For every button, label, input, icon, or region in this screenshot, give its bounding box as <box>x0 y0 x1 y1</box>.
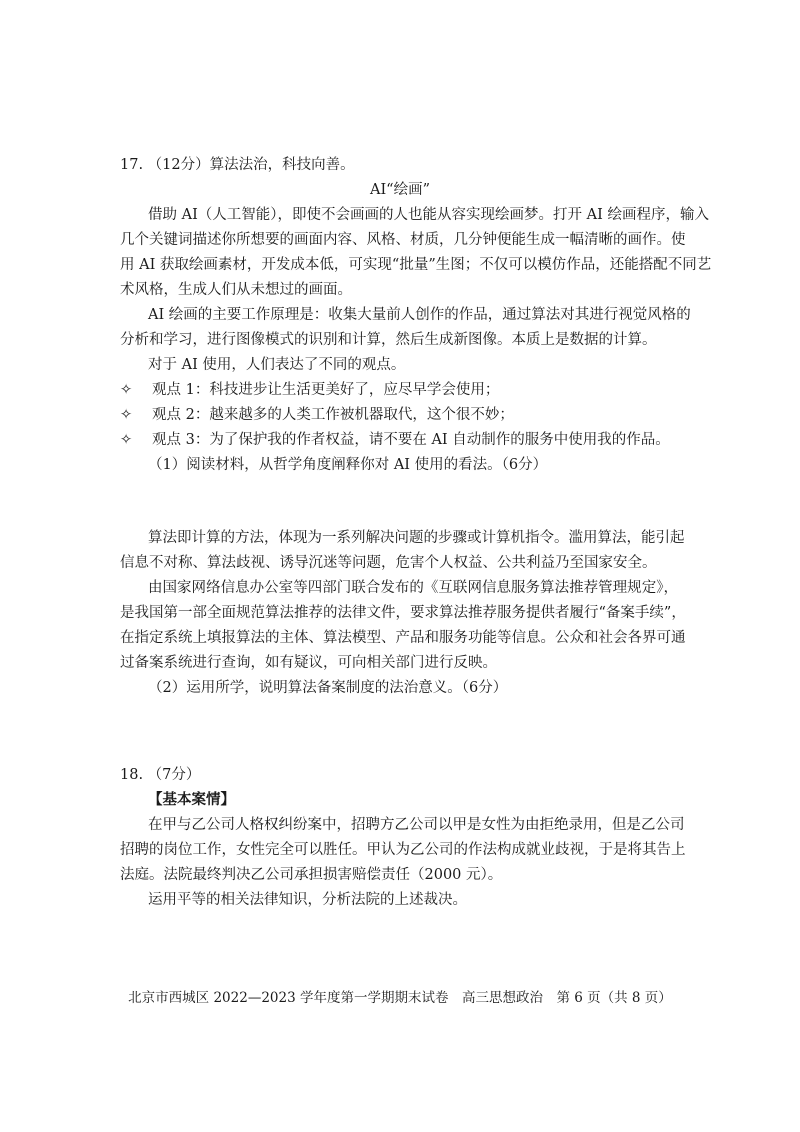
q18-case-line2: 招聘的岗位工作，女性完全可以胜任。甲认为乙公司的作法构成就业歧视，于是将其告上 <box>120 842 686 858</box>
q17-material-title: AI“绘画” <box>369 182 431 198</box>
q17-para1-line3: 用 AI 获取绘画素材，开发成本低，可实现“批量”生图；不仅可以模仿作品，还能搭配不同艺 <box>120 257 712 273</box>
view-bullet-icon: ✧ <box>120 382 133 398</box>
q17-para5-line3: 在指定系统上填报算法的主体、算法模型、产品和服务功能等信息。公众和社会各界可通 <box>120 630 686 646</box>
q17-para1-line1: 借助 AI（人工智能），即使不会画画的人也能从容实现绘画梦。打开 AI 绘画程序，输入 <box>148 207 709 223</box>
view-2-text: 观点 2：越来越多的人类工作被机器取代，这个很不妙； <box>152 407 514 423</box>
q18-case-title: 【基本案情】 <box>148 791 235 808</box>
q18-case-line3: 法庭。法院最终判决乙公司承担损害赔偿责任（2000 元）。 <box>120 867 503 883</box>
q17-header: 17. （12分）算法法治，科技向善。 <box>120 157 355 173</box>
q17-subquestion-2: （2）运用所学，说明算法备案制度的法治意义。（6分） <box>148 680 508 696</box>
q17-para1-line4: 术风格，生成人们从未想过的画面。 <box>120 282 352 298</box>
q17-para2-line1: AI 绘画的主要工作原理是：收集大量前人创作的作品，通过算法对其进行视觉风格的 <box>148 307 691 323</box>
view-bullet-icon: ✧ <box>120 432 133 448</box>
q17-para2-line2: 分析和学习，进行图像模式的识别和计算，然后生成新图像。本质上是数据的计算。 <box>120 332 657 348</box>
q17-para4-line2: 信息不对称、算法歧视、诱导沉迷等问题，危害个人权益、公共利益乃至国家安全。 <box>120 555 657 571</box>
q17-para5-line4: 过备案系统进行查询，如有疑议，可向相关部门进行反映。 <box>120 655 497 671</box>
view-bullet-icon: ✧ <box>120 407 133 423</box>
q18-header: 18. （7分） <box>120 767 201 783</box>
q17-para3: 对于 AI 使用，人们表达了不同的观点。 <box>148 357 406 373</box>
q17-view-1 <box>120 380 499 400</box>
q17-view-2 <box>120 405 514 425</box>
q17-para5-line2: 是我国第一部全面规范算法推荐的法律文件，要求算法推荐服务提供者履行“备案手续”， <box>120 605 686 621</box>
q18-case-line1: 在甲与乙公司人格权纠纷案中，招聘方乙公司以甲是女性为由拒绝录用，但是乙公司 <box>148 817 685 833</box>
q17-para4-line1: 算法即计算的方法，体现为一系列解决问题的步骤或计算机指令。滥用算法，能引起 <box>148 530 685 546</box>
q17-subquestion-1: （1）阅读材料，从哲学角度阐释你对 AI 使用的看法。（6分） <box>148 457 548 473</box>
q17-view-3 <box>120 430 670 450</box>
q18-question: 运用平等的相关法律知识，分析法院的上述裁决。 <box>148 892 467 908</box>
view-3-text: 观点 3：为了保护我的作者权益，请不要在 AI 自动制作的服务中使用我的作品。 <box>152 432 670 448</box>
page-footer: 北京市西城区 2022—2023 学年度第一学期期末试卷 高三思想政治 第 6 页（共 8 页） <box>128 990 672 1006</box>
q17-para1-line2: 几个关键词描述你所想要的画面内容、风格、材质，几分钟便能生成一幅清晰的画作。使 <box>120 232 686 248</box>
view-1-text: 观点 1：科技进步让生活更美好了，应尽早学会使用； <box>152 382 500 398</box>
q17-para5-line1: 由国家网络信息办公室等四部门联合发布的《互联网信息服务算法推荐管理规定》， <box>148 580 678 596</box>
